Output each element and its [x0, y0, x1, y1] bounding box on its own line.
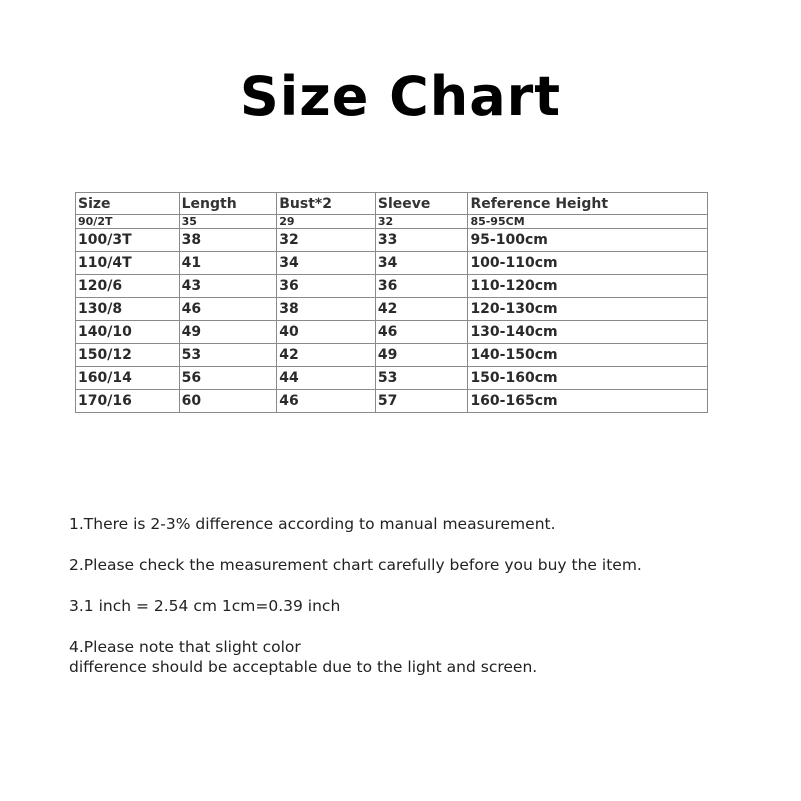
cell-size: 100/3T: [76, 229, 180, 252]
cell-length: 49: [179, 321, 277, 344]
cell-length: 35: [179, 215, 277, 229]
cell-size: 120/6: [76, 275, 180, 298]
cell-reference-height: 95-100cm: [468, 229, 708, 252]
table-header-row: [76, 193, 708, 215]
cell-size: 170/16: [76, 390, 180, 413]
cell-size: 150/12: [76, 344, 180, 367]
cell-sleeve: 33: [375, 229, 468, 252]
note-line: difference should be acceptable due to the light and screen.: [69, 658, 538, 676]
cell-sleeve: 36: [375, 275, 468, 298]
cell-reference-height: 85-95CM: [468, 215, 708, 229]
cell-sleeve: 42: [375, 298, 468, 321]
header-bust: Bust*2: [277, 193, 376, 215]
cell-reference-height: 100-110cm: [468, 252, 708, 275]
table-row: [76, 229, 708, 252]
note-manual-measurement: [69, 514, 769, 534]
table-row: [76, 321, 708, 344]
cell-reference-height: 120-130cm: [468, 298, 708, 321]
cell-size: 90/2T: [76, 215, 180, 229]
cell-sleeve: 53: [375, 367, 468, 390]
cell-bust: 42: [277, 344, 376, 367]
cell-size: 130/8: [76, 298, 180, 321]
note-unit-conversion: [69, 596, 769, 616]
note-color-difference: [69, 637, 769, 677]
cell-sleeve: 32: [375, 215, 468, 229]
note-line: 1.There is 2-3% difference according to manual measurement.: [69, 515, 556, 533]
page-title: Size Chart: [239, 65, 562, 128]
table-row: [76, 215, 708, 229]
note-line: 2.Please check the measurement chart carefully before you buy the item.: [69, 556, 642, 574]
header-length: Length: [179, 193, 277, 215]
cell-length: 53: [179, 344, 277, 367]
cell-bust: 40: [277, 321, 376, 344]
cell-reference-height: 150-160cm: [468, 367, 708, 390]
cell-size: 160/14: [76, 367, 180, 390]
note-line: 4.Please note that slight color: [69, 638, 301, 656]
cell-bust: 46: [277, 390, 376, 413]
cell-length: 43: [179, 275, 277, 298]
cell-reference-height: 140-150cm: [468, 344, 708, 367]
cell-reference-height: 110-120cm: [468, 275, 708, 298]
note-line: 3.1 inch = 2.54 cm 1cm=0.39 inch: [69, 597, 341, 615]
cell-length: 60: [179, 390, 277, 413]
cell-length: 56: [179, 367, 277, 390]
cell-bust: 29: [277, 215, 376, 229]
cell-sleeve: 46: [375, 321, 468, 344]
header-reference-height: Reference Height: [468, 193, 708, 215]
cell-sleeve: 57: [375, 390, 468, 413]
cell-length: 41: [179, 252, 277, 275]
note-check-chart: [69, 555, 769, 575]
cell-bust: 38: [277, 298, 376, 321]
table-row: [76, 275, 708, 298]
cell-bust: 32: [277, 229, 376, 252]
table-row: [76, 344, 708, 367]
table-row: [76, 367, 708, 390]
cell-size: 140/10: [76, 321, 180, 344]
cell-bust: 34: [277, 252, 376, 275]
table-row: [76, 390, 708, 413]
cell-reference-height: 160-165cm: [468, 390, 708, 413]
cell-bust: 36: [277, 275, 376, 298]
header-sleeve: Sleeve: [375, 193, 468, 215]
header-size: Size: [76, 193, 180, 215]
cell-sleeve: 49: [375, 344, 468, 367]
cell-bust: 44: [277, 367, 376, 390]
size-chart-table: [75, 192, 708, 413]
notes-section: [69, 514, 769, 698]
cell-sleeve: 34: [375, 252, 468, 275]
table-row: [76, 298, 708, 321]
cell-reference-height: 130-140cm: [468, 321, 708, 344]
cell-length: 46: [179, 298, 277, 321]
cell-size: 110/4T: [76, 252, 180, 275]
table-row: [76, 252, 708, 275]
cell-length: 38: [179, 229, 277, 252]
